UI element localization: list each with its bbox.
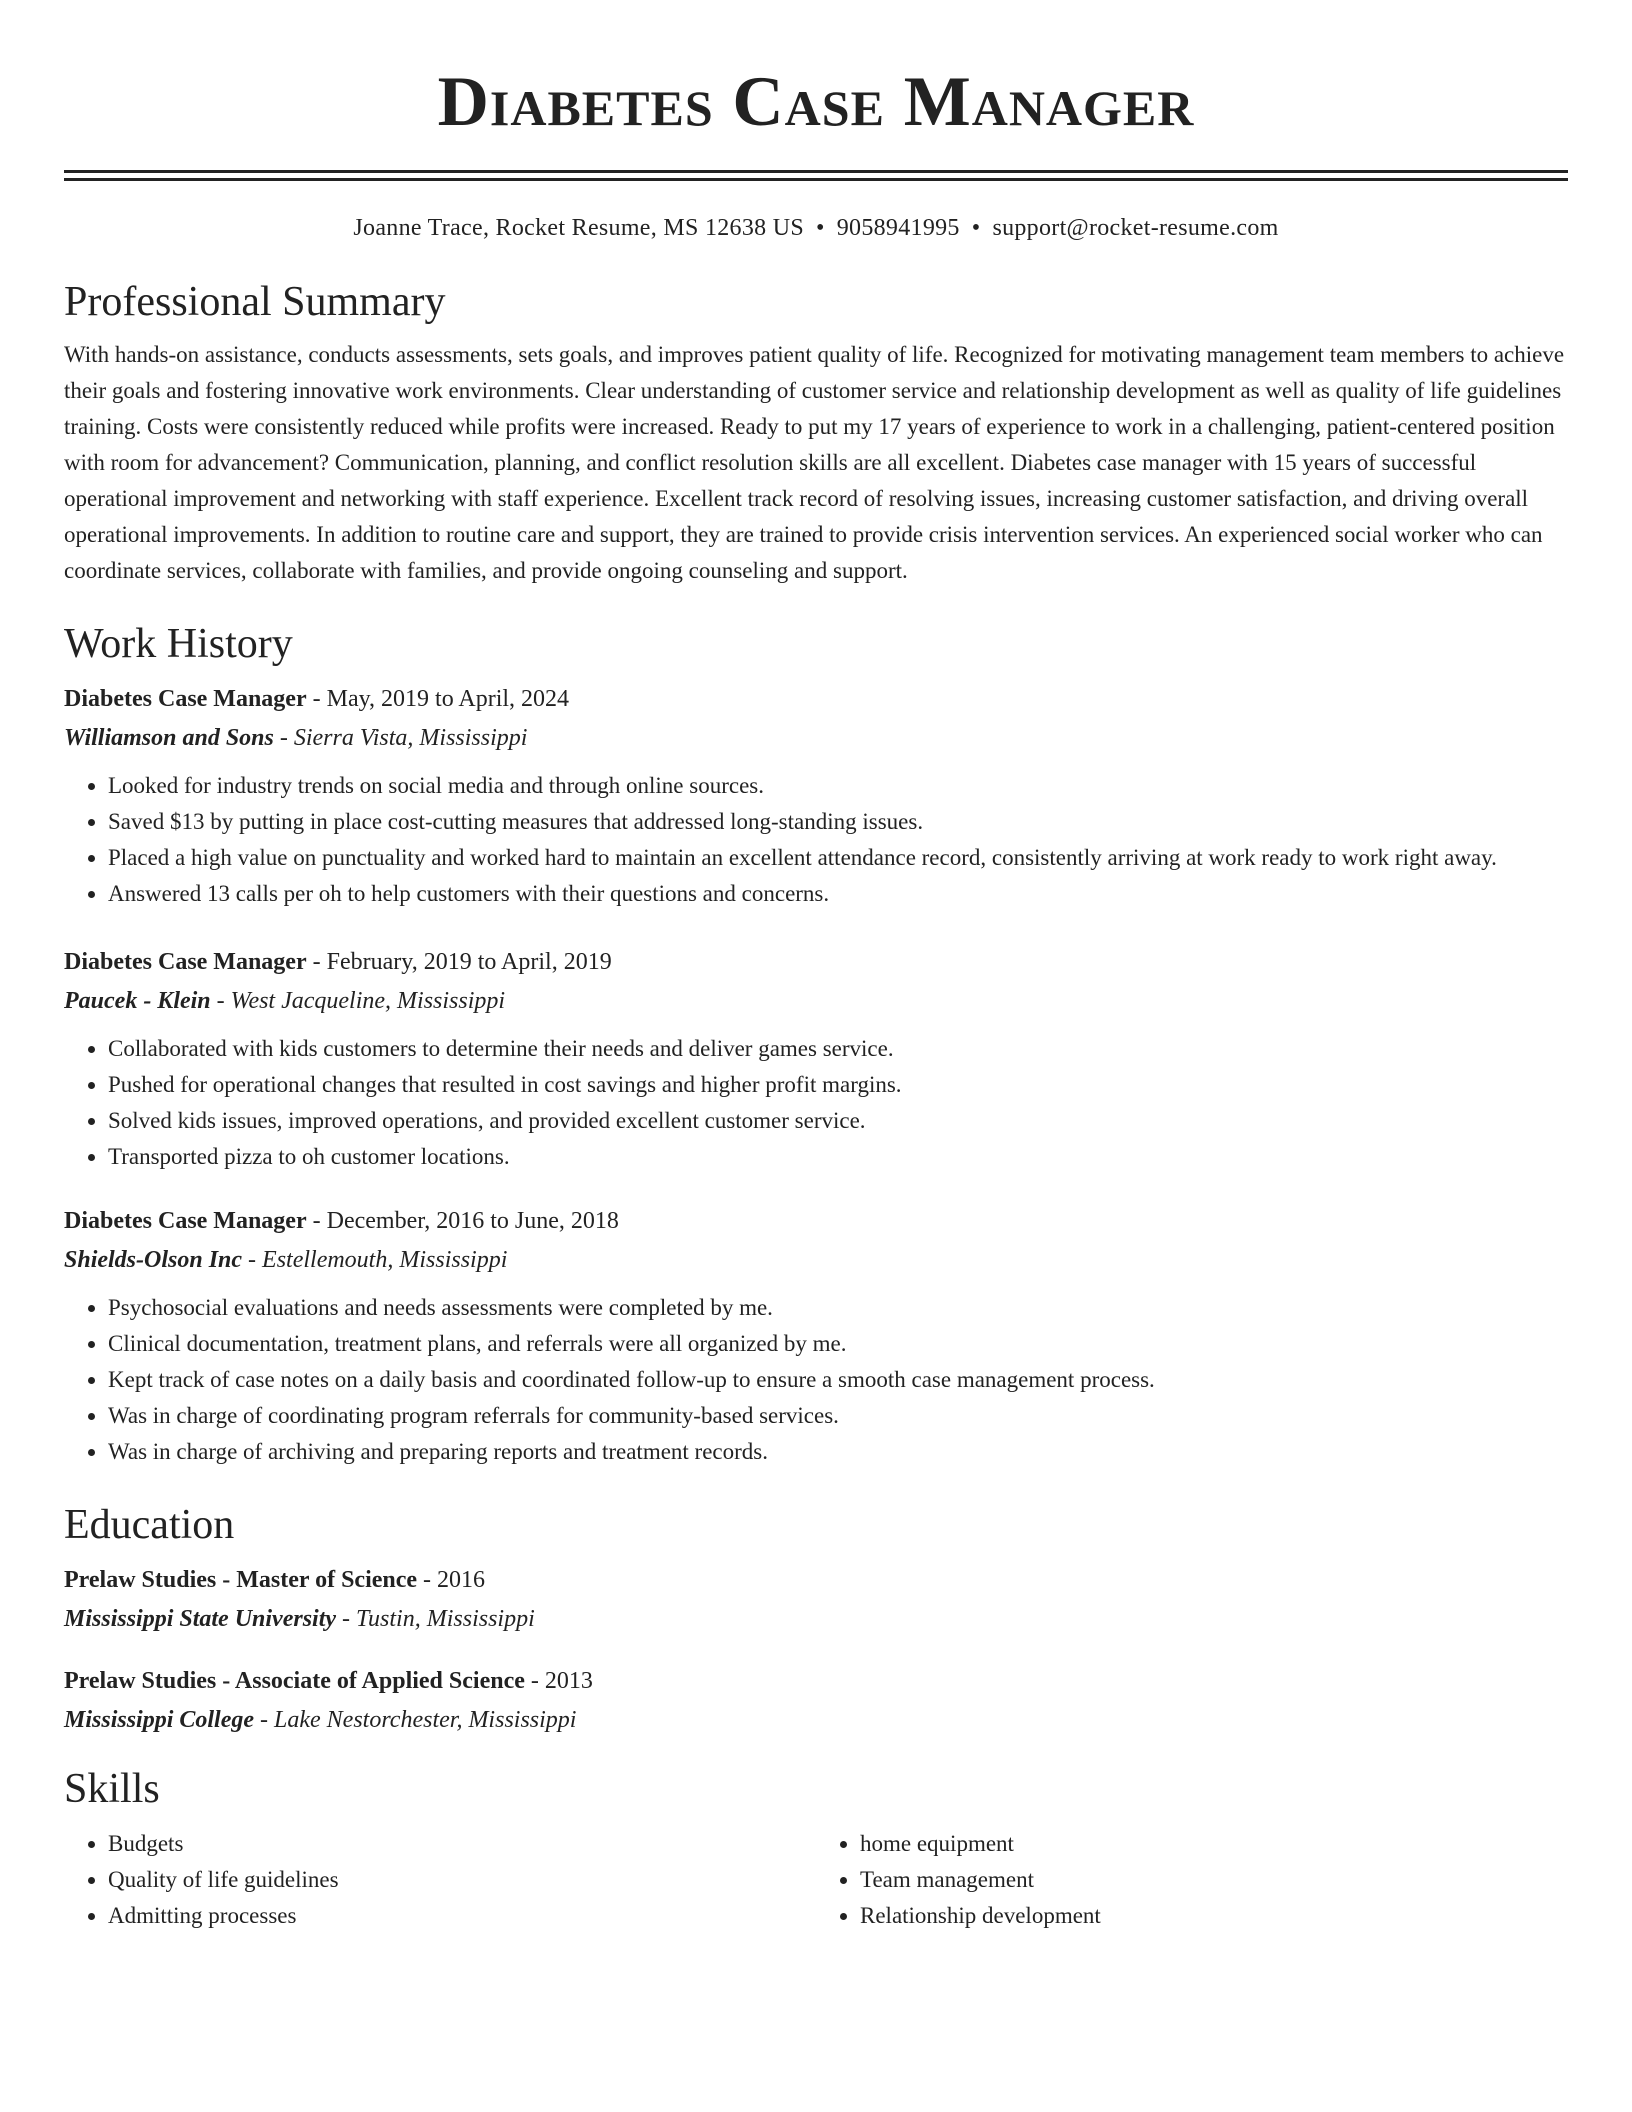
summary-section — [64, 277, 1568, 589]
job-entry — [64, 946, 1568, 1175]
education-header — [64, 1665, 1568, 1697]
job-dates: - May, 2019 to April, 2024 — [306, 686, 570, 712]
list-item: • Psychosocial evaluations and needs assessments were completed by me. — [108, 1290, 1568, 1326]
job-entry — [64, 683, 1568, 912]
skill-item: • Relationship development — [860, 1898, 1568, 1934]
job-location: - Estellemouth, Mississippi — [242, 1247, 508, 1273]
candidate-name: Diabetes Case Manager — [437, 63, 1195, 141]
list-item: • Clinical documentation, treatment plans, and referrals were all organized by me. — [108, 1326, 1568, 1362]
section-title-skills: Skills — [64, 1766, 160, 1812]
education-school: Mississippi State University — [64, 1606, 337, 1632]
section-title-work-history: Work History — [64, 621, 293, 667]
skills-section — [64, 1764, 1568, 1934]
job-role: Diabetes Case Manager — [64, 949, 307, 975]
job-company: Williamson and Sons — [64, 725, 274, 751]
job-employer — [64, 985, 1568, 1017]
education-school-line — [64, 1603, 1568, 1635]
education-school: Mississippi College — [64, 1707, 255, 1733]
list-item: • Answered 13 calls per oh to help customers with their questions and concerns. — [108, 876, 1568, 912]
skills-list-right — [816, 1826, 1568, 1934]
list-item: • Collaborated with kids customers to determine their needs and deliver games service. — [108, 1031, 1568, 1067]
skills-list-left — [64, 1826, 816, 1934]
contact-phone: 9058941995 — [836, 215, 960, 241]
list-item: • Solved kids issues, improved operations, and provided excellent customer service. — [108, 1103, 1568, 1139]
job-role: Diabetes Case Manager — [64, 686, 307, 712]
education-location: - Tustin, Mississippi — [336, 1606, 535, 1632]
education-degree: Prelaw Studies - Associate of Applied Science — [64, 1668, 525, 1694]
job-header — [64, 1205, 1568, 1237]
education-degree: Prelaw Studies - Master of Science — [64, 1567, 418, 1593]
job-bullets — [64, 1031, 1568, 1175]
skill-item: • home equipment — [860, 1826, 1568, 1862]
job-location: - Sierra Vista, Mississippi — [273, 725, 528, 751]
work-history-section — [64, 619, 1568, 1470]
contact-separator: • — [971, 215, 981, 241]
education-entry — [64, 1665, 1568, 1736]
education-location: - Lake Nestorchester, Mississippi — [254, 1707, 577, 1733]
skill-item: • Admitting processes — [108, 1898, 816, 1934]
skill-item: • Budgets — [108, 1826, 816, 1862]
education-section — [64, 1500, 1568, 1736]
education-entry — [64, 1564, 1568, 1635]
section-title-education: Education — [64, 1502, 235, 1548]
job-company: Paucek - Klein — [64, 988, 211, 1014]
list-item: • Was in charge of archiving and preparing reports and treatment records. — [108, 1434, 1568, 1470]
job-employer — [64, 722, 1568, 754]
list-item: • Looked for industry trends on social media and through online sources. — [108, 768, 1568, 804]
summary-text: With hands-on assistance, conducts assessments, sets goals, and improves patient quality of life. Recognized for motivating management team members to achieve their goals and fostering innovative work environments. Clear understanding of customer service and relationship development as well as quality of life guidelines training. Costs were consistently reduced while profits were increased. Ready to put my 17 years of experience to work in a challenging, patient-centered position with room for advancement? Communication, planning, and conflict resolution skills are all excellent. Diabetes case manager with 15 years of successful operational improvement and networking with staff experience. Excellent track record of resolving issues, increasing customer satisfaction, and driving overall operational improvements. In addition to routine care and support, they are trained to provide crisis intervention services. An experienced social worker who can coordinate services, collaborate with families, and provide ongoing counseling and support. — [64, 342, 1565, 583]
list-item: • Pushed for operational changes that resulted in cost savings and higher profit margins. — [108, 1067, 1568, 1103]
contact-separator: • — [816, 215, 825, 241]
job-entry — [64, 1205, 1568, 1470]
education-header — [64, 1564, 1568, 1596]
section-title-summary: Professional Summary — [64, 279, 446, 325]
job-dates: - February, 2019 to April, 2019 — [306, 949, 612, 975]
education-year: - 2013 — [524, 1668, 593, 1694]
job-company: Shields-Olson Inc — [64, 1247, 243, 1273]
list-item: • Saved $13 by putting in place cost-cutting measures that addressed long-standing issues. — [108, 804, 1568, 840]
job-role: Diabetes Case Manager — [64, 1208, 307, 1234]
job-header — [64, 683, 1568, 715]
job-employer — [64, 1244, 1568, 1276]
header-double-rule — [64, 170, 1568, 181]
education-school-line — [64, 1704, 1568, 1736]
skill-item: • Team management — [860, 1862, 1568, 1898]
job-location: - West Jacqueline, Mississippi — [210, 988, 506, 1014]
job-bullets — [64, 768, 1568, 912]
list-item: • Transported pizza to oh customer locations. — [108, 1139, 1568, 1175]
list-item: • Placed a high value on punctuality and worked hard to maintain an excellent attendance record, consistently arriving at work ready to work right away. — [108, 840, 1568, 876]
skills-columns — [64, 1826, 1568, 1934]
job-dates: - December, 2016 to June, 2018 — [306, 1208, 619, 1234]
contact-email: support@rocket-resume.com — [992, 215, 1279, 241]
education-year: - 2016 — [417, 1567, 486, 1593]
job-bullets — [64, 1290, 1568, 1470]
contact-line — [64, 212, 1568, 244]
skill-item: • Quality of life guidelines — [108, 1862, 816, 1898]
contact-address: Joanne Trace, Rocket Resume, MS 12638 US — [353, 215, 805, 241]
list-item: • Kept track of case notes on a daily basis and coordinated follow-up to ensure a smooth case management process. — [108, 1362, 1568, 1398]
list-item: • Was in charge of coordinating program referrals for community-based services. — [108, 1398, 1568, 1434]
job-header — [64, 946, 1568, 978]
